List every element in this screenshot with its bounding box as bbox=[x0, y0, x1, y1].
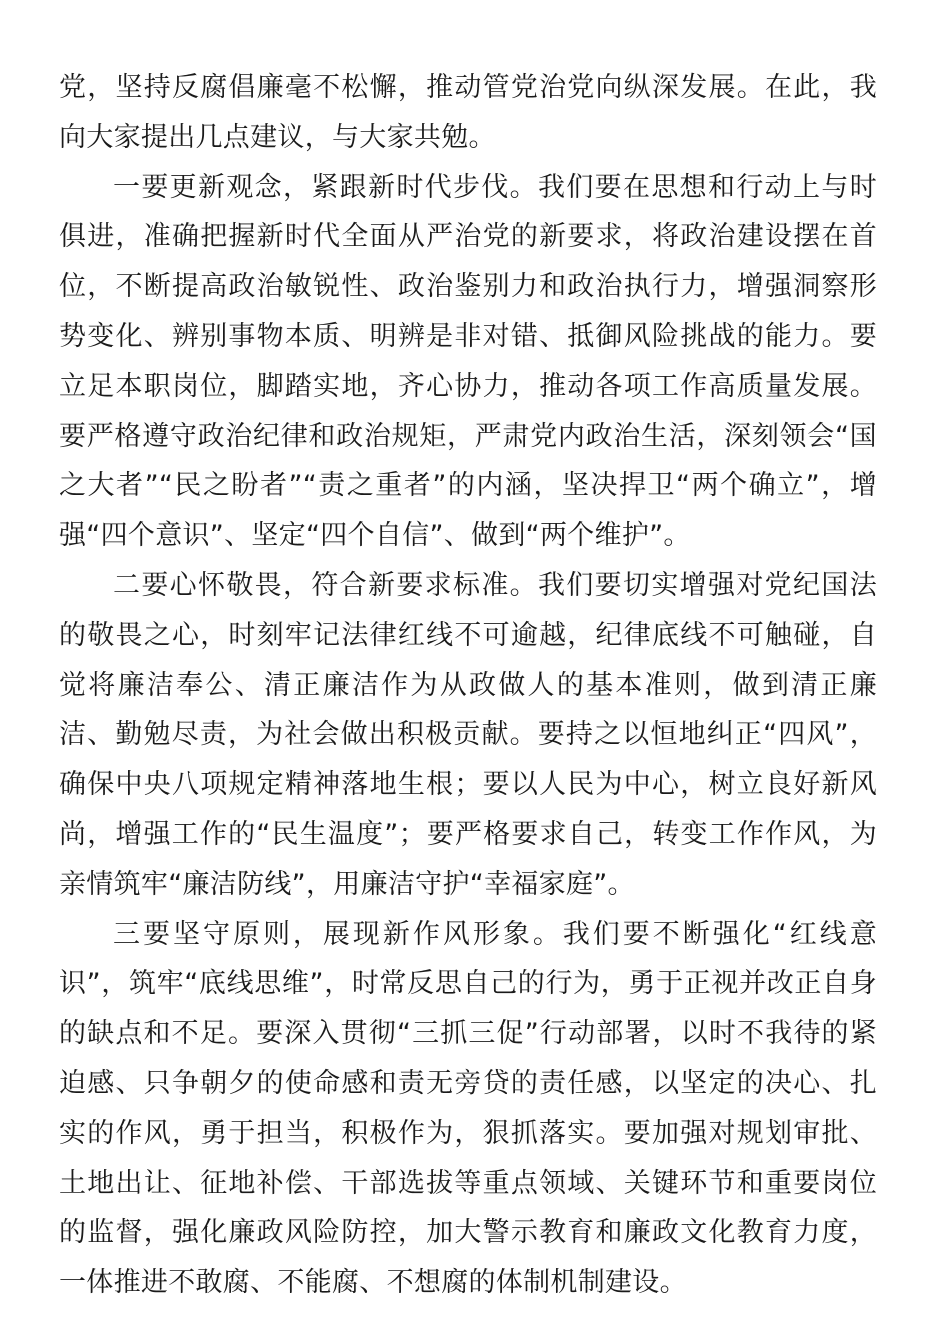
paragraph-point-two: 二要心怀敬畏，符合新要求标准。我们要切实增强对党纪国法的敬畏之心，时刻牢记法律红线不可逾越，纪律底线不可触碰，自觉将廉洁奉公、清正廉洁作为从政做人的基本准则，做到清正廉洁、勤勉尽责，为社会做出积极贡献。要持之以恒地纠正“四风”，确保中央八项规定精神落地生根；要以人民为中心，树立良好新风尚，增强工作的“民生温度”；要严格要求自己，转变工作作风，为亲情筑牢“廉洁防线”，用廉洁守护“幸福家庭”。 bbox=[59, 569, 877, 900]
paragraph-point-one: 一要更新观念，紧跟新时代步伐。我们要在思想和行动上与时俱进，准确把握新时代全面从严治党的新要求，将政治建设摆在首位，不断提高政治敏锐性、政治鉴别力和政治执行力，增强洞察形势变化、辨别事物本质、明辨是非对错、抵御风险挑战的能力。要立足本职岗位，脚踏实地，齐心协力，推动各项工作高质量发展。要严格遵守政治纪律和政治规矩，严肃党内政治生活，深刻领会“国之大者”“民之盼者”“责之重者”的内涵，坚决捍卫“两个确立”，增强“四个意识”、坚定“四个自信”、做到“两个维护”。 bbox=[59, 171, 877, 552]
document-body bbox=[59, 63, 877, 1308]
paragraph-continuation: 党，坚持反腐倡廉毫不松懈，推动管党治党向纵深发展。在此，我向大家提出几点建议，与大家共勉。 bbox=[59, 72, 877, 153]
paragraph-point-three: 三要坚守原则，展现新作风形象。我们要不断强化“红线意识”，筑牢“底线思维”，时常反思自己的行为，勇于正视并改正自身的缺点和不足。要深入贯彻“三抓三促”行动部署，以时不我待的紧迫感、只争朝夕的使命感和责无旁贷的责任感，以坚定的决心、扎实的作风，勇于担当，积极作为，狠抓落实。要加强对规划审批、土地出让、征地补偿、干部选拔等重点领域、关键环节和重要岗位的监督，强化廉政风险防控，加大警示教育和廉政文化教育力度，一体推进不敢腐、不能腐、不想腐的体制机制建设。 bbox=[59, 918, 877, 1299]
